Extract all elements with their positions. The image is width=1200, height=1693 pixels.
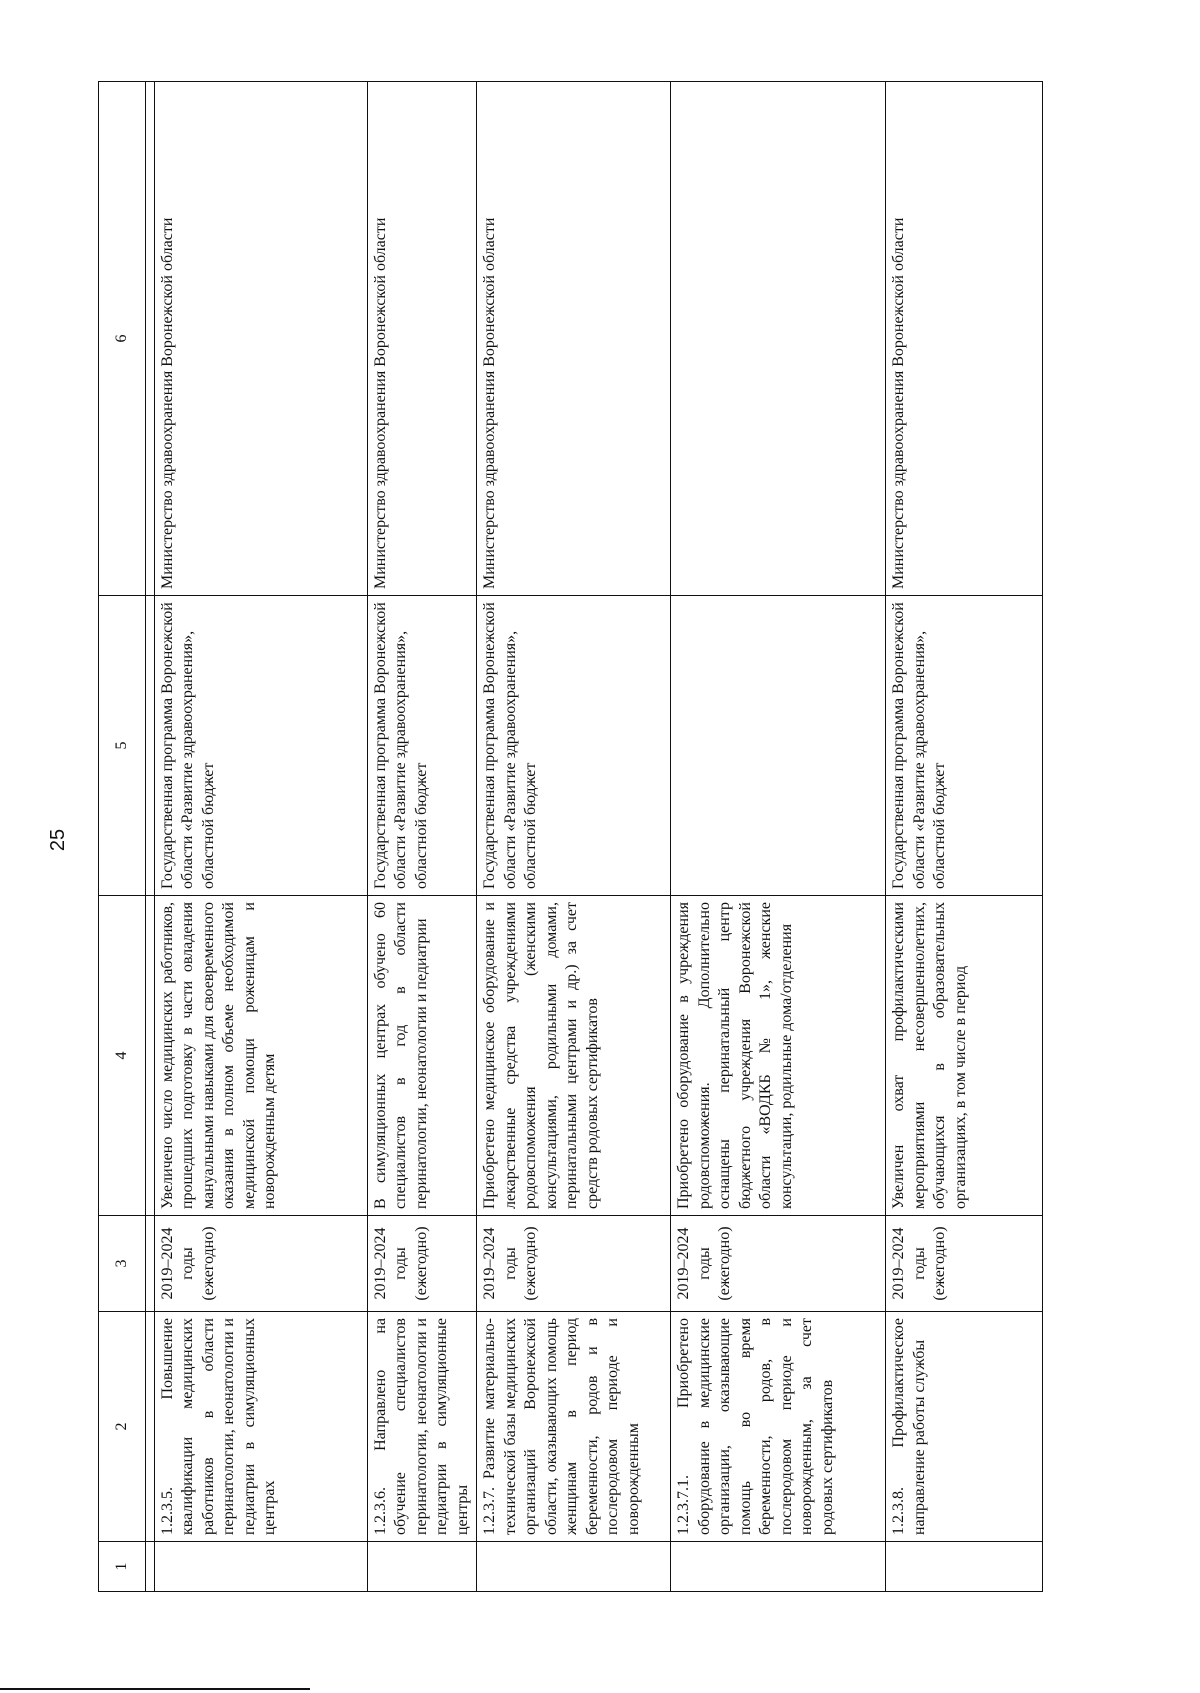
period-cell: 2019–2024 годы (ежегодно) <box>671 1216 886 1312</box>
source-cell: Государственная программа Воронежской области «Развитие здравоохранения», областной бюджет <box>886 596 1043 896</box>
header-col-2: 2 <box>99 1312 146 1542</box>
measures-table <box>98 81 1043 1592</box>
page-number: 25 <box>47 828 69 852</box>
activity-cell: 1.2.3.5. Повышение квалификации медицинских работников в области перинатологии, неонатологии и педиатрии в симуляционных центрах <box>155 1312 368 1542</box>
number-cell <box>886 1542 1043 1592</box>
table-row <box>886 82 1043 1592</box>
result-cell: Увеличено число медицинских работников, прошедших подготовку в части овладения мануальными навыками для своевременного оказания в полном объеме необходимой медицинской помощи роженицам и новорожденным детям <box>155 896 368 1216</box>
period-cell: 2019–2024 годы (ежегодно) <box>368 1216 477 1312</box>
spacer-cell <box>146 896 155 1216</box>
responsible-cell: Министерство здравоохранения Воронежской области <box>477 82 671 596</box>
rotated-table-container <box>98 82 1132 1592</box>
period-cell: 2019–2024 годы (ежегодно) <box>886 1216 1043 1312</box>
activity-cell: 1.2.3.7.1. Приобретено оборудование в медицинские организации, оказывающие помощь во время беременности, родов, в послеродовом периоде и новорожденным, за счет родовых сертификатов <box>671 1312 886 1542</box>
number-cell <box>477 1542 671 1592</box>
number-cell <box>155 1542 368 1592</box>
result-cell: Приобретено медицинское оборудование и лекарственные средства учреждениями родовспоможения (женскими консультациями, родильными домами, перинатальными центрами и др.) за счет средств родовых сертификатов <box>477 896 671 1216</box>
activity-cell: 1.2.3.6. Направлено на обучение специалистов перинатологии, неонатологии и педиатрии в симуляционные центры <box>368 1312 477 1542</box>
period-cell: 2019–2024 годы (ежегодно) <box>477 1216 671 1312</box>
header-col-4: 4 <box>99 896 146 1216</box>
header-col-5: 5 <box>99 596 146 896</box>
footnote-separator-line <box>0 1688 310 1690</box>
spacer-row <box>146 82 155 1592</box>
result-cell: Приобретено оборудование в учреждения родовспоможения. Дополнительно оснащены перинатальный центр бюджетного учреждения Воронежской области «ВОДКБ № 1», женские консультации, родильные дома/отделения <box>671 896 886 1216</box>
spacer-cell <box>146 1312 155 1542</box>
table-row <box>671 82 886 1592</box>
header-col-1: 1 <box>99 1542 146 1592</box>
spacer-cell <box>146 1216 155 1312</box>
header-col-6: 6 <box>99 82 146 596</box>
header-row <box>99 82 146 1592</box>
spacer-cell <box>146 82 155 596</box>
source-cell: Государственная программа Воронежской области «Развитие здравоохранения», областной бюджет <box>155 596 368 896</box>
spacer-cell <box>146 596 155 896</box>
number-cell <box>671 1542 886 1592</box>
source-cell: Государственная программа Воронежской области «Развитие здравоохранения», областной бюджет <box>368 596 477 896</box>
responsible-cell: Министерство здравоохранения Воронежской области <box>886 82 1043 596</box>
activity-cell: 1.2.3.7. Развитие материально-технической базы медицинских организаций Воронежской области, оказывающих помощь женщинам в период беременности, родов и в послеродовом периоде и новорожденным <box>477 1312 671 1542</box>
source-cell <box>671 596 886 896</box>
result-cell: Увеличен охват профилактическими мероприятиями несовершеннолетних, обучающихся в образовательных организациях, в том числе в период <box>886 896 1043 1216</box>
responsible-cell: Министерство здравоохранения Воронежской области <box>368 82 477 596</box>
table-row <box>368 82 477 1592</box>
responsible-cell: Министерство здравоохранения Воронежской области <box>155 82 368 596</box>
table-row <box>477 82 671 1592</box>
header-col-3: 3 <box>99 1216 146 1312</box>
period-cell: 2019–2024 годы (ежегодно) <box>155 1216 368 1312</box>
result-cell: В симуляционных центрах обучено 60 специалистов в год в области перинатологии, неонатологии и педиатрии <box>368 896 477 1216</box>
spacer-cell <box>146 1542 155 1592</box>
responsible-cell <box>671 82 886 596</box>
table-row <box>155 82 368 1592</box>
source-cell: Государственная программа Воронежской области «Развитие здравоохранения», областной бюджет <box>477 596 671 896</box>
activity-cell: 1.2.3.8. Профилактическое направление работы службы <box>886 1312 1043 1542</box>
number-cell <box>368 1542 477 1592</box>
